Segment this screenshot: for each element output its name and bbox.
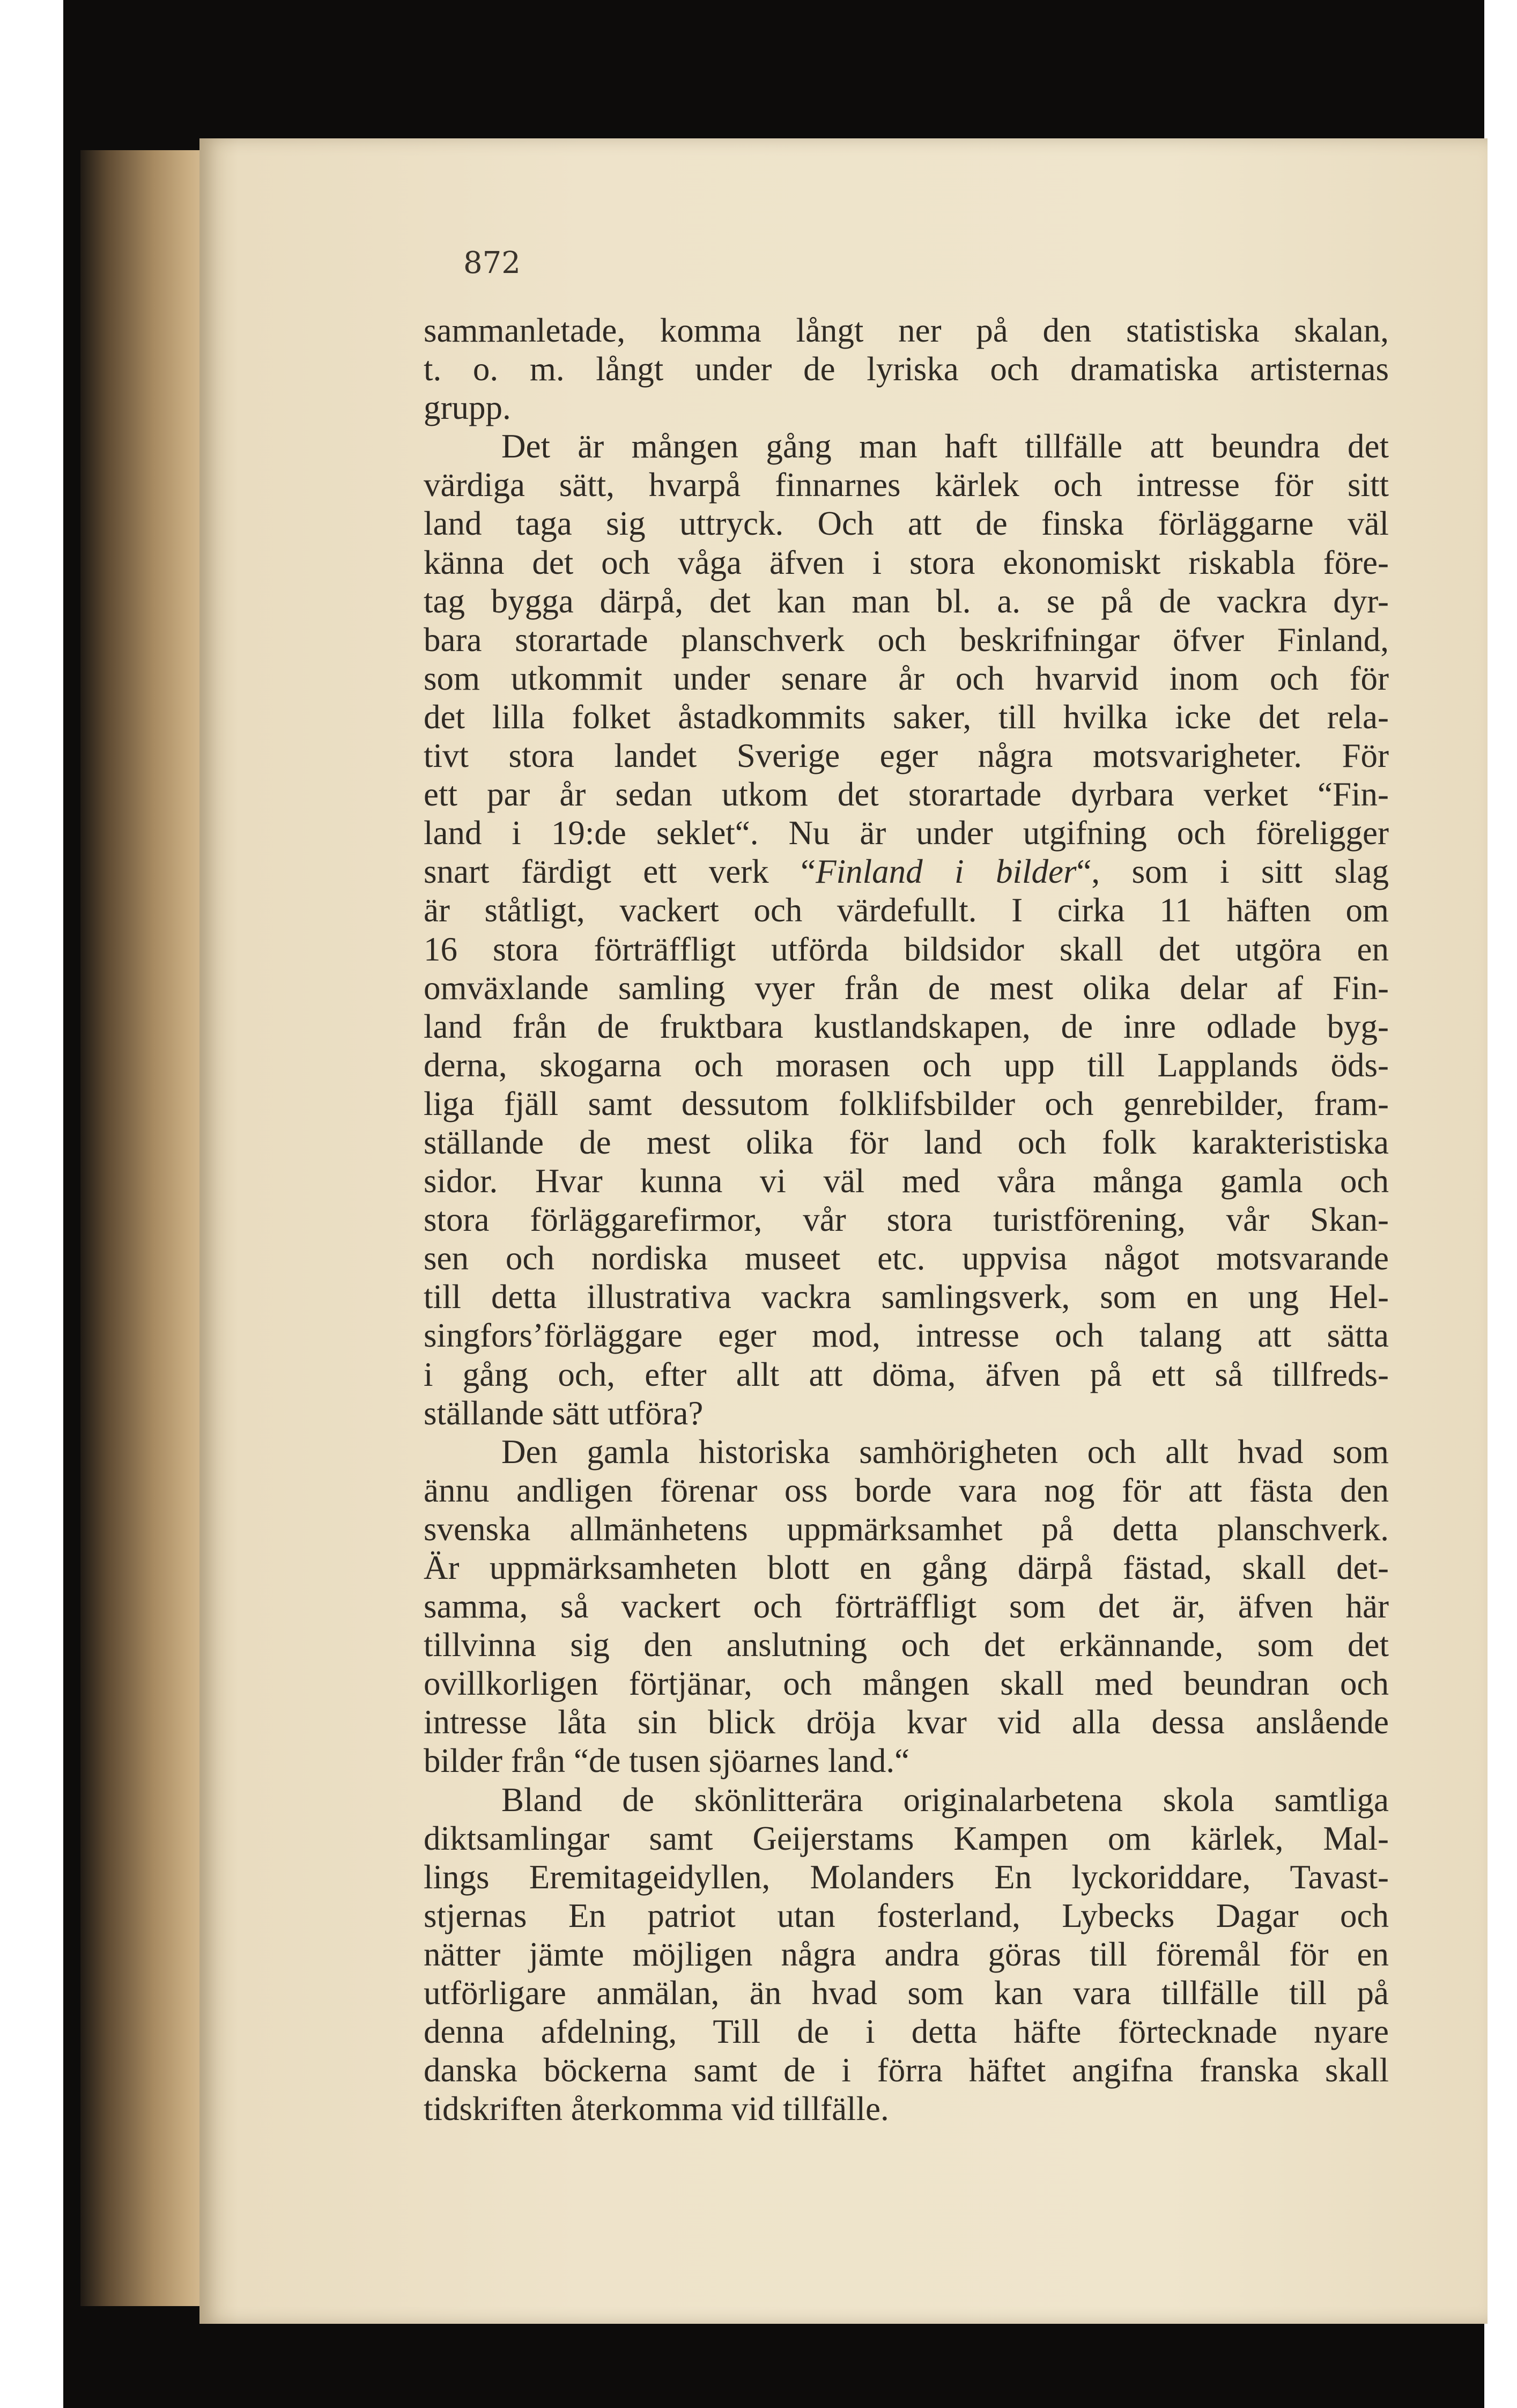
text-line: svenska allmänhetens uppmärksamhet på detta planschverk. [424,1510,1389,1548]
text-line: ett par år sedan utkom det storartade dyrbara verket “Fin- [424,775,1389,814]
text-line: lings Eremitageidyllen, Molanders En lyckoriddare, Tavast- [424,1858,1389,1896]
text-line: tillvinna sig den anslutning och det erkännande, som det [424,1626,1389,1664]
text-line: land från de fruktbara kustlandskapen, de inre odlade byg- [424,1007,1389,1045]
text-line: stjernas En patriot utan fosterland, Lybecks Dagar och [424,1896,1389,1934]
text-segment: snart färdigt ett verk “ [424,853,816,891]
text-line: land taga sig uttryck. Och att de finska förläggarne väl [424,505,1389,543]
text-line [424,852,1389,891]
text-line: till detta illustrativa vackra samlingsverk, som en ung Hel- [424,1278,1389,1316]
text-line: är ståtligt, vackert och värdefullt. I cirka 11 häften om [424,891,1389,929]
text-line: Är uppmärksamheten blott en gång därpå fästad, skall det- [424,1549,1389,1586]
text-line: stora förläggarefirmor, vår stora turistförening, vår Skan- [424,1201,1389,1239]
text-line: Bland de skönlitterära originalarbetena skola samtliga [501,1781,1389,1819]
text-line: sidor. Hvar kunna vi väl med våra många gamla och [424,1162,1389,1200]
text-line: derna, skogarna och morasen och upp till Lapplands öds- [424,1046,1389,1084]
text-line: denna afdelning, Till de i detta häfte förtecknade nyare [424,2013,1389,2051]
text-line: känna det och våga äfven i stora ekonomiskt riskabla före- [424,543,1389,581]
text-line: grupp. [424,389,511,427]
text-line: ställande de mest olika för land och folk karakteristiska [424,1123,1389,1161]
text-line: ovillkorligen förtjänar, och mången skall med beundran och [424,1665,1389,1703]
text-line: danska böckerna samt de i förra häftet angifna franska skall [424,2051,1389,2089]
text-line: t. o. m. långt under de lyriska och dramatiska artisternas [424,350,1389,388]
text-line: 16 stora förträffligt utförda bildsidor skall det utgöra en [424,930,1389,968]
text-segment: “, som i sitt slag [1076,853,1389,891]
text-line: tivt stora landet Sverige eger några motsvarigheter. För [424,737,1389,775]
text-line: bilder från “de tusen sjöarnes land.“ [424,1742,910,1780]
text-line: diktsamlingar samt Geijerstams Kampen om kärlek, Mal- [424,1819,1389,1857]
text-line: ännu andligen förenar oss borde vara nog för att fästa den [424,1471,1389,1509]
text-line: Det är mången gång man haft tillfälle att beundra det [501,427,1389,466]
text-line: tag bygga därpå, det kan man bl. a. se på de vackra dyr- [424,582,1389,620]
text-line: liga fjäll samt dessutom folklifsbilder och genrebilder, fram- [424,1084,1389,1122]
text-line: det lilla folket åstadkommits saker, till hvilka icke det rela- [424,698,1389,736]
text-line: tidskriften återkomma vid tillfälle. [424,2090,889,2128]
text-line: sen och nordiska museet etc. uppvisa något motsvarande [424,1239,1389,1277]
text-line: som utkommit under senare år och hvarvid inom och för [424,659,1389,697]
text-line: land i 19:de seklet“. Nu är under utgifning och föreligger [424,814,1389,852]
text-line: Den gamla historiska samhörigheten och allt hvad som [501,1432,1389,1471]
text-line: sammanletade, komma långt ner på den statistiska skalan, [424,312,1389,349]
book-edge [80,150,214,2306]
text-line: utförligare anmälan, än hvad som kan vara tillfälle till på [424,1974,1389,2012]
text-line: ställande sätt utföra? [424,1394,704,1432]
text-line: omväxlande samling vyer från de mest olika delar af Fin- [424,969,1389,1007]
text-line: intresse låta sin blick dröja kvar vid alla dessa anslående [424,1703,1389,1741]
text-line: nätter jämte möjligen några andra göras till föremål för en [424,1935,1389,1973]
body-text [424,311,1389,2128]
italic-title: Finland i bilder [816,853,1077,891]
text-line: singfors’förläggare eger mod, intresse och talang att sätta [424,1317,1389,1355]
text-line: i gång och, efter allt att döma, äfven på ett så tillfreds- [424,1355,1389,1393]
text-line: samma, så vackert och förträffligt som det är, äfven här [424,1587,1389,1626]
page-number: 872 [463,246,521,280]
text-line: värdiga sätt, hvarpå finnarnes kärlek och intresse för sitt [424,466,1389,504]
text-line: bara storartade planschverk och beskrifningar öfver Finland, [424,621,1389,659]
